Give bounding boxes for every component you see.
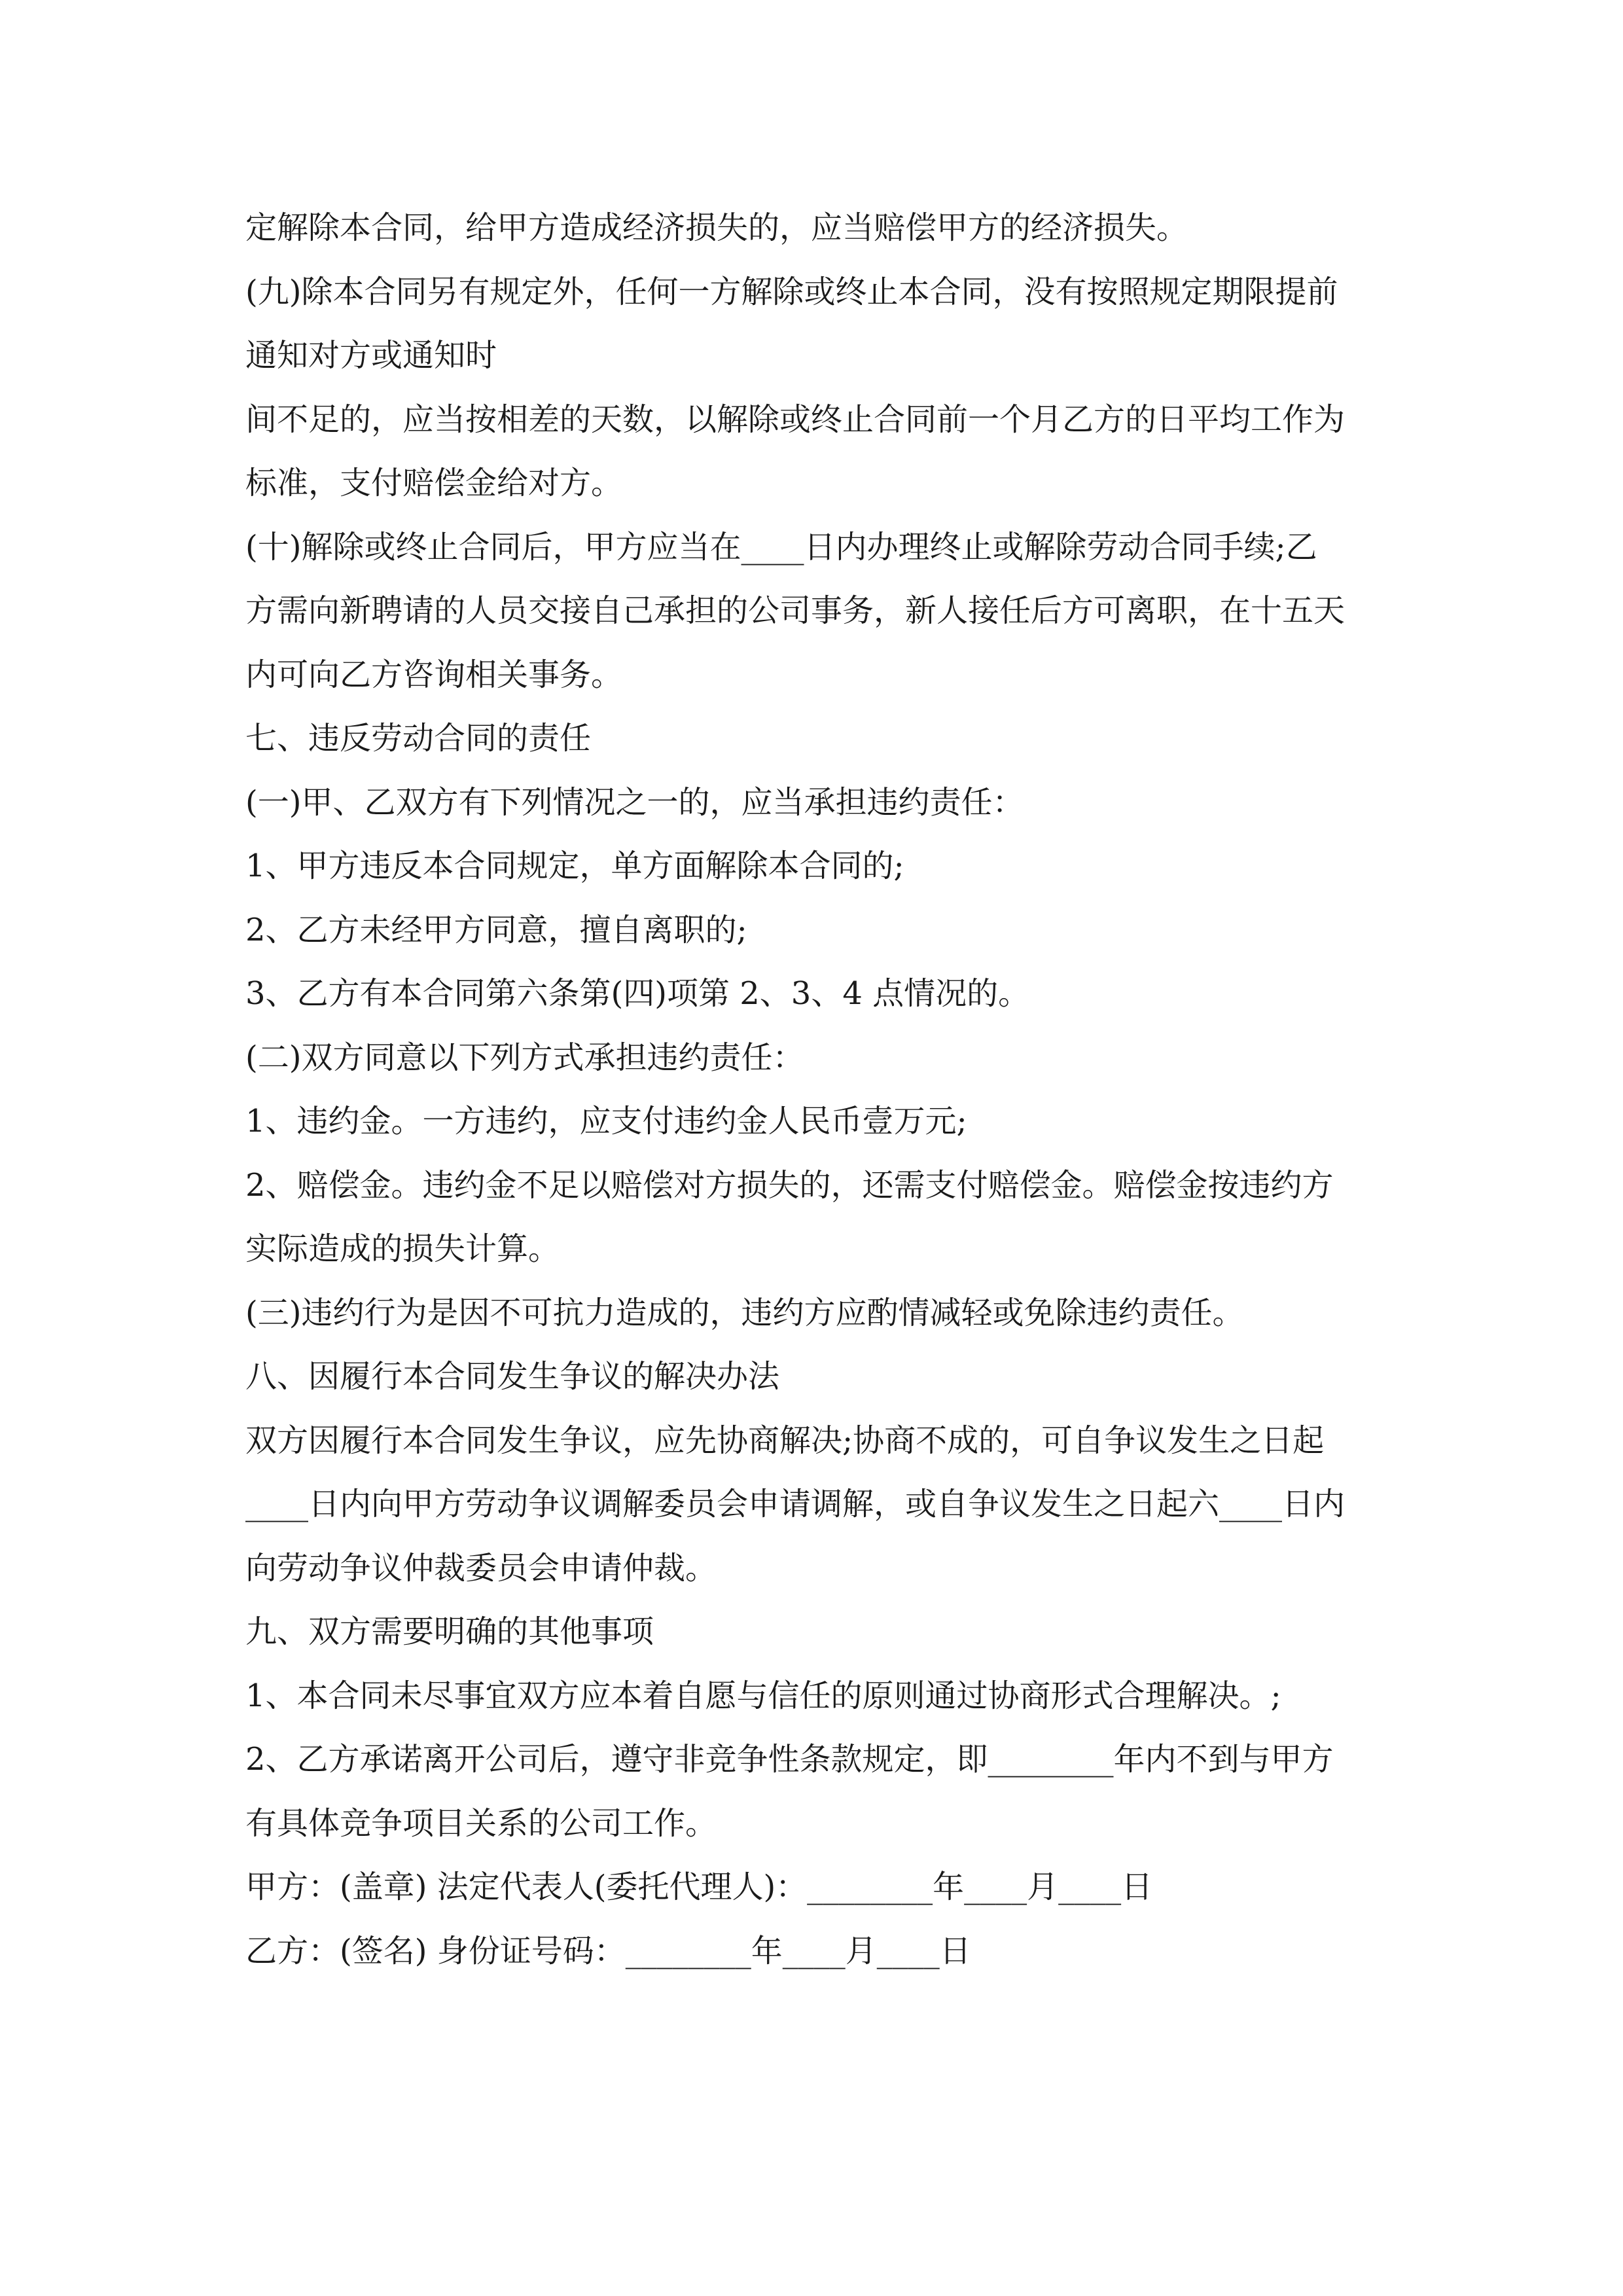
text-line: (九)除本合同另有规定外，任何一方解除或终止本合同，没有按照规定期限提前 (245, 273, 1338, 310)
text-line: 方需向新聘请的人员交接自己承担的公司事务，新人接任后方可离职，在十五天 (245, 592, 1346, 629)
text-line: ____日内向甲方劳动争议调解委员会申请调解，或自争议发生之日起六____日内 (245, 1486, 1346, 1522)
section-heading: 七、违反劳动合同的责任 (245, 720, 592, 757)
contract-body (245, 196, 1381, 1983)
text-line: 1、甲方违反本合同规定，单方面解除本合同的; (245, 848, 904, 884)
text-line: (十)解除或终止合同后，甲方应当在____日内办理终止或解除劳动合同手续;乙 (245, 528, 1317, 565)
text-line: 2、乙方未经甲方同意，擅自离职的; (245, 911, 747, 948)
text-line: 通知对方或通知时 (245, 337, 497, 374)
text-line: 标准，支付赔偿金给对方。 (245, 465, 623, 501)
text-line: 1、本合同未尽事宜双方应本着自愿与信任的原则通过协商形式合理解决。; (245, 1677, 1281, 1714)
text-line: (二)双方同意以下列方式承担违约责任： (245, 1039, 804, 1076)
text-line: 定解除本合同，给甲方造成经济损失的，应当赔偿甲方的经济损失。 (245, 209, 1188, 246)
text-line: (一)甲、乙双方有下列情况之一的，应当承担违约责任： (245, 783, 1024, 821)
text-line: 有具体竞争项目关系的公司工作。 (245, 1804, 717, 1842)
text-line: 1、违约金。一方违约，应支付违约金人民币壹万元; (245, 1103, 967, 1139)
text-line: 3、乙方有本合同第六条第(四)项第 2、3、4 点情况的。 (245, 975, 1030, 1012)
text-line: 实际造成的损失计算。 (245, 1230, 560, 1267)
section-heading: 九、双方需要明确的其他事项 (245, 1613, 654, 1650)
text-line: (三)违约行为是因不可抗力造成的，违约方应酌情减轻或免除违约责任。 (245, 1294, 1244, 1331)
signature-line-party-b: 乙方：(签名) 身份证号码：________年____月____日 (245, 1932, 971, 1969)
section-heading: 八、因履行本合同发生争议的解决办法 (245, 1358, 780, 1395)
text-line: 内可向乙方咨询相关事务。 (245, 656, 623, 693)
text-line: 2、乙方承诺离开公司后，遵守非竞争性条款规定，即________年内不到与甲方 (245, 1741, 1334, 1778)
text-line: 间不足的，应当按相差的天数，以解除或终止合同前一个月乙方的日平均工作为 (245, 401, 1346, 438)
text-line: 双方因履行本合同发生争议，应先协商解决;协商不成的，可自争议发生之日起 (245, 1422, 1325, 1459)
text-line: 向劳动争议仲裁委员会申请仲裁。 (245, 1549, 717, 1587)
signature-line-party-a: 甲方：(盖章) 法定代表人(委托代理人)：________年____月____日 (245, 1869, 1153, 1905)
text-line: 2、赔偿金。违约金不足以赔偿对方损失的，还需支付赔偿金。赔偿金按违约方 (245, 1166, 1334, 1204)
